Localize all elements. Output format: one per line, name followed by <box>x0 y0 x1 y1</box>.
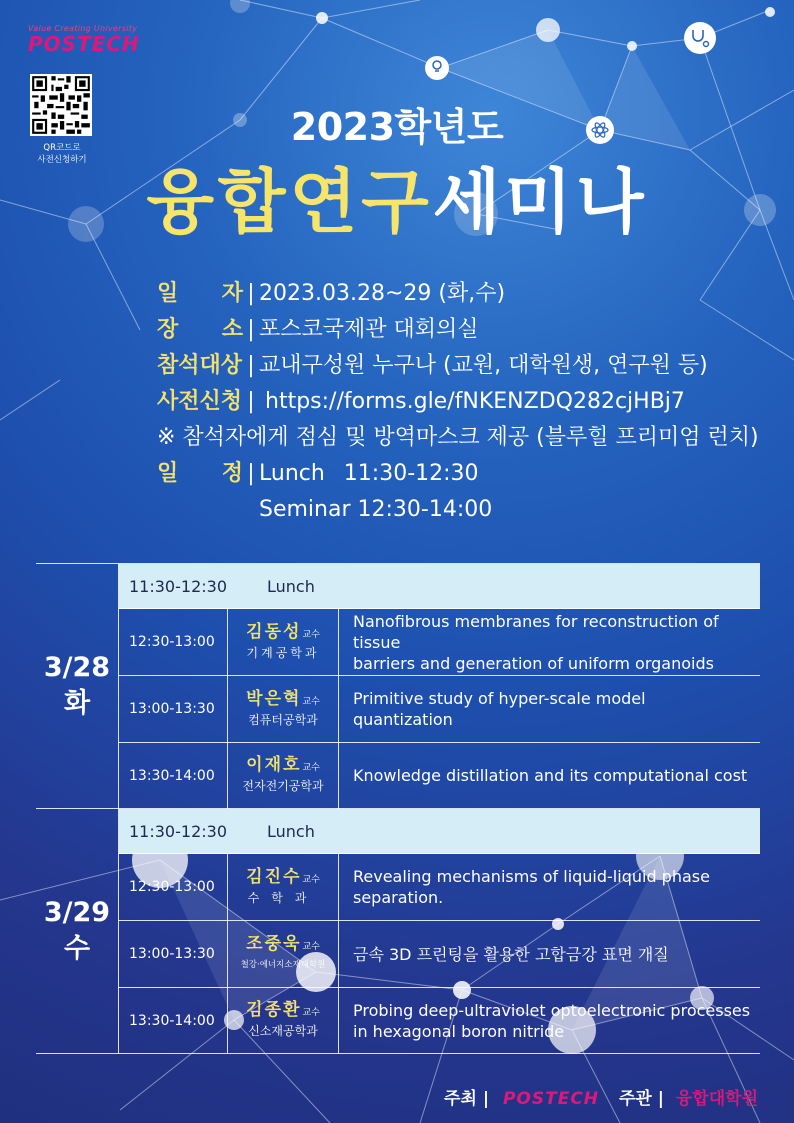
speaker-name: 박은혁 <box>246 688 302 709</box>
info-notice: ※ 참석자에게 점심 및 방역마스크 제공 (블루힐 프리미엄 런치) <box>157 425 759 450</box>
day-date: 3/29 <box>43 897 111 928</box>
speaker-dept: 기계공학과 <box>246 645 320 660</box>
info-audience-row: 참석대상 | 교내구성원 누구나 (교원, 대학원생, 연구원 등) <box>157 348 759 384</box>
speaker-name: 조중욱 <box>246 933 302 954</box>
qr-caption: QR코드로 사전신청하기 <box>37 143 87 165</box>
info-schedule-row-2: Seminar 12:30-14:00 <box>259 497 493 522</box>
footer-credits: 주최 | POSTECH 주관 | 융합대학원 <box>444 1089 758 1109</box>
title-rest: 세미나 <box>432 161 648 243</box>
seminar-title <box>0 146 794 247</box>
speaker-dept: 전자전기공학과 <box>242 779 324 793</box>
speaker-cell: 이재호교수 전자전기공학과 <box>228 743 339 809</box>
session-time: 12:30-13:00 <box>119 609 228 676</box>
speaker-cell: 김종환교수 신소재공학과 <box>228 988 339 1054</box>
session-topic: Revealing mechanisms of liquid-liquid phase separation. <box>339 854 761 921</box>
lunch-row <box>36 809 760 854</box>
info-place-row: 장 소 | 포스코국제관 대회의실 <box>157 312 759 348</box>
session-row <box>36 988 760 1054</box>
day-date: 3/28 <box>43 652 111 683</box>
organizer-name: 융합대학원 <box>675 1089 758 1109</box>
speaker-cell: 조중욱교수 철강·에너지소재대학원 <box>228 921 339 988</box>
day-weekday: 수 <box>63 933 91 964</box>
lunch-cell: 11:30-12:30 Lunch <box>119 809 761 854</box>
organizer-label: 주관 <box>618 1089 652 1109</box>
session-topic: Nanofibrous membranes for reconstruction of tissue barriers and generation of uniform organoids <box>339 609 761 676</box>
logo-tagline: Value Creating University <box>28 24 138 33</box>
info-date-row: 일 자 | 2023.03.28~29 (화,수) <box>157 276 759 312</box>
stethoscope-icon <box>684 22 716 54</box>
speaker-dept: 철강·에너지소재대학원 <box>240 959 326 970</box>
session-row <box>36 854 760 921</box>
session-time: 13:00-13:30 <box>119 676 228 743</box>
speaker-cell: 박은혁교수 컴퓨터공학과 <box>228 676 339 743</box>
event-info <box>157 276 759 528</box>
info-value: 교내구성원 누구나 (교원, 대학원생, 연구원 등) <box>259 353 708 378</box>
lunch-cell: 11:30-12:30 Lunch <box>119 564 761 609</box>
registration-link[interactable]: https://forms.gle/fNKENZDQ282cjHBj7 <box>265 389 685 414</box>
session-topic: Primitive study of hyper-scale model quantization <box>339 676 761 743</box>
logo-wordmark: POSTECH <box>28 32 140 56</box>
session-row <box>36 921 760 988</box>
info-label: 일 자 <box>157 281 243 306</box>
info-register-row: 사전신청 | https://forms.gle/fNKENZDQ282cjHBj7 <box>157 384 759 420</box>
host-name: POSTECH <box>502 1089 600 1109</box>
speaker-dept: 신소재공학과 <box>248 1024 318 1038</box>
info-value: 포스코국제관 대회의실 <box>259 317 479 342</box>
speaker-name: 김종환 <box>246 1000 302 1020</box>
session-topic: Probing deep-ultraviolet optoelectronic processes in hexagonal boron nitride <box>339 988 761 1054</box>
info-label: 참석대상 <box>157 353 243 378</box>
session-topic: Knowledge distillation and its computational cost <box>339 743 761 809</box>
session-time: 13:30-14:00 <box>119 743 228 809</box>
academic-year: 2023학년도 <box>290 105 504 149</box>
day-cell <box>36 809 119 1054</box>
session-time: 13:30-14:00 <box>119 988 228 1054</box>
info-label: 장 소 <box>157 317 243 342</box>
speaker-dept: 수학과 <box>247 890 319 905</box>
speaker-name: 김동성 <box>246 621 302 642</box>
day-weekday: 화 <box>63 688 91 719</box>
bulb-icon <box>425 56 449 80</box>
speaker-cell: 김진수교수 수학과 <box>228 854 339 921</box>
session-time: 12:30-13:00 <box>119 854 228 921</box>
host-label: 주최 <box>444 1089 477 1109</box>
title-highlight: 융합연구 <box>146 161 433 243</box>
lunch-row <box>36 564 760 609</box>
session-row <box>36 743 760 809</box>
info-schedule-row: 일 정 | Lunch 11:30-12:30 <box>157 456 759 492</box>
info-label: 일 정 <box>157 461 243 486</box>
session-row <box>36 676 760 743</box>
speaker-name: 김진수 <box>246 866 302 887</box>
postech-logo <box>28 24 140 54</box>
schedule-table <box>36 563 760 1054</box>
session-row <box>36 609 760 676</box>
session-topic: 금속 3D 프린팅을 활용한 고합금강 표면 개질 <box>339 921 761 988</box>
speaker-dept: 컴퓨터공학과 <box>248 712 318 727</box>
day-cell <box>36 564 119 809</box>
info-value: 2023.03.28~29 (화,수) <box>259 281 506 306</box>
info-label: 사전신청 <box>157 389 243 414</box>
session-time: 13:00-13:30 <box>119 921 228 988</box>
speaker-cell: 김동성교수 기계공학과 <box>228 609 339 676</box>
info-value: Lunch 11:30-12:30 <box>259 461 479 486</box>
speaker-name: 이재호 <box>246 755 302 775</box>
